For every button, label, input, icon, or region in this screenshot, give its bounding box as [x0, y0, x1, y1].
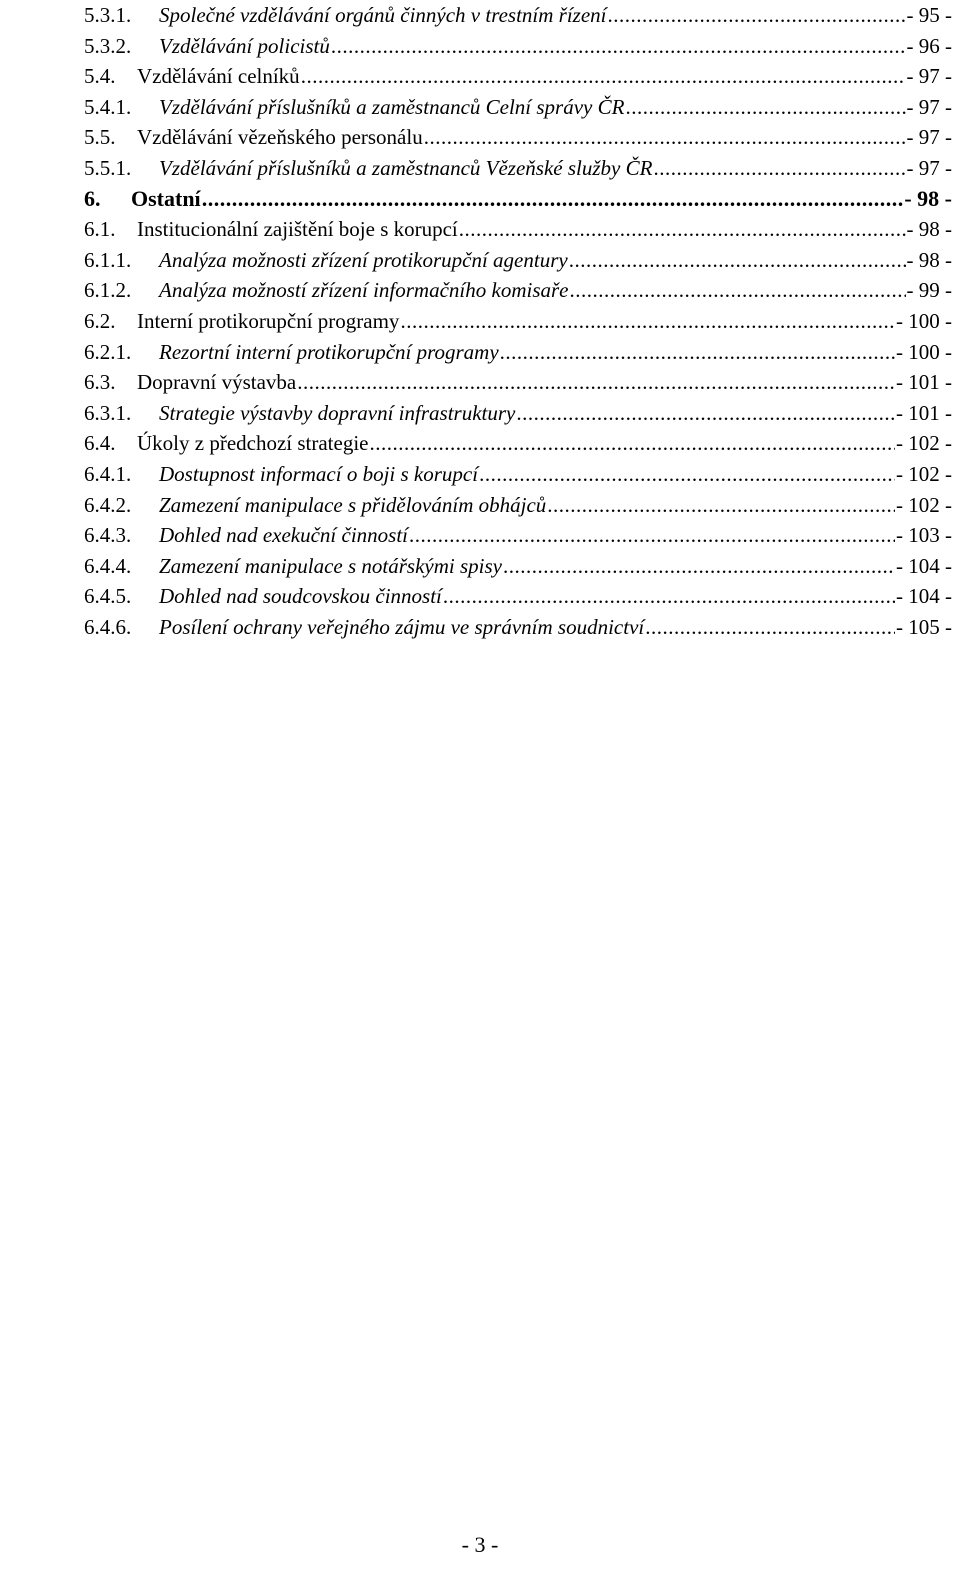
toc-entry-number: 6.: [84, 185, 101, 211]
toc-entry[interactable]: [84, 184, 952, 215]
dot-leader: [645, 612, 895, 643]
toc-entry-number: 5.4.: [84, 64, 116, 89]
toc-entry-number: 5.5.: [84, 125, 116, 150]
toc-entry-title: Vzdělávání policistů: [159, 33, 330, 58]
toc-entry[interactable]: [84, 398, 952, 429]
table-of-contents: [84, 0, 952, 642]
toc-entry-title: Dohled nad exekuční činností: [159, 523, 409, 548]
toc-entry-page: - 99 -: [906, 278, 952, 303]
toc-entry-title: Posílení ochrany veřejného zájmu ve správním soudnictví: [159, 614, 645, 639]
toc-entry-page: - 105 -: [896, 614, 952, 639]
toc-entry-page: - 95 -: [906, 3, 952, 27]
toc-entry-page: - 98 -: [906, 217, 952, 242]
dot-leader: [202, 184, 904, 215]
toc-entry-number: 6.1.1.: [84, 247, 132, 272]
toc-entry-page: - 98 -: [904, 185, 952, 211]
toc-entry[interactable]: [84, 490, 952, 521]
toc-entry-page: - 100 -: [896, 308, 952, 333]
dot-leader: [547, 490, 895, 521]
toc-entry-page: - 97 -: [906, 155, 952, 180]
dot-leader: [503, 551, 895, 582]
toc-entry-number: 6.2.1.: [84, 339, 132, 364]
toc-entry[interactable]: [84, 275, 952, 306]
toc-entry-number: 6.4.4.: [84, 553, 132, 578]
page-number: - 3 -: [461, 1532, 499, 1557]
dot-leader: [570, 275, 906, 306]
toc-entry-title: Analýza možnosti zřízení protikorupční agentury: [159, 247, 568, 272]
toc-entry-page: - 101 -: [896, 400, 952, 425]
toc-entry-page: - 102 -: [896, 431, 952, 456]
toc-entry-page: - 104 -: [896, 553, 952, 578]
dot-leader: [608, 0, 906, 31]
toc-entry-number: 6.4.5.: [84, 584, 132, 609]
toc-entry-number: 6.1.2.: [84, 278, 132, 303]
toc-entry-page: - 96 -: [906, 33, 952, 58]
dot-leader: [443, 581, 895, 612]
toc-entry[interactable]: [84, 551, 952, 582]
toc-entry-page: - 103 -: [896, 523, 952, 548]
toc-entry-title: Dostupnost informací o boji s korupcí: [159, 461, 479, 486]
dot-leader: [297, 367, 895, 398]
toc-entry-title: Ostatní: [131, 185, 201, 211]
toc-entry-page: - 102 -: [896, 492, 952, 517]
toc-entry-page: - 97 -: [906, 125, 952, 150]
toc-entry-title: Strategie výstavby dopravní infrastruktury: [159, 400, 516, 425]
toc-entry[interactable]: [84, 153, 952, 184]
toc-entry-page: - 97 -: [906, 64, 952, 89]
toc-entry-title: Zamezení manipulace s notářskými spisy: [159, 553, 502, 578]
toc-entry[interactable]: [84, 367, 952, 398]
toc-entry-page: - 104 -: [896, 584, 952, 609]
toc-entry-title: Vzdělávání celníků: [137, 64, 300, 89]
toc-entry[interactable]: [84, 122, 952, 153]
toc-entry[interactable]: [84, 245, 952, 276]
toc-entry-title: Vzdělávání příslušníků a zaměstnanců Vězeňské služby ČR: [159, 155, 653, 180]
toc-entry-number: 5.3.1.: [84, 3, 132, 27]
dot-leader: [409, 520, 895, 551]
toc-entry-title: Rezortní interní protikorupční programy: [159, 339, 499, 364]
dot-leader: [331, 31, 906, 62]
toc-entry-number: 5.3.2.: [84, 33, 132, 58]
toc-entry[interactable]: [84, 612, 952, 643]
toc-entry[interactable]: [84, 92, 952, 123]
toc-entry[interactable]: [84, 337, 952, 368]
toc-entry-title: Úkoly z předchozí strategie: [137, 431, 369, 456]
dot-leader: [500, 337, 895, 368]
toc-entry-number: 6.4.1.: [84, 461, 132, 486]
toc-entry-title: Institucionální zajištění boje s korupcí: [137, 217, 458, 242]
toc-entry-number: 6.1.: [84, 217, 116, 242]
dot-leader: [625, 92, 905, 123]
dot-leader: [459, 214, 906, 245]
toc-entry-number: 6.3.1.: [84, 400, 132, 425]
toc-entry-title: Společné vzdělávání orgánů činných v trestním řízení: [159, 3, 607, 27]
toc-entry-title: Zamezení manipulace s přidělováním obhájců: [159, 492, 547, 517]
toc-entry-page: - 102 -: [896, 461, 952, 486]
toc-entry[interactable]: [84, 459, 952, 490]
toc-entry[interactable]: [84, 0, 952, 31]
toc-entry[interactable]: [84, 61, 952, 92]
toc-entry-number: 5.4.1.: [84, 94, 132, 119]
toc-entry-title: Interní protikorupční programy: [137, 308, 400, 333]
toc-entry-page: - 100 -: [896, 339, 952, 364]
toc-entry[interactable]: [84, 31, 952, 62]
dot-leader: [370, 428, 896, 459]
toc-entry[interactable]: [84, 214, 952, 245]
toc-entry-page: - 98 -: [906, 247, 952, 272]
toc-entry-number: 6.2.: [84, 308, 116, 333]
dot-leader: [569, 245, 906, 276]
toc-entry-title: Vzdělávání vězeňského personálu: [137, 125, 423, 150]
toc-entry[interactable]: [84, 520, 952, 551]
toc-entry[interactable]: [84, 306, 952, 337]
toc-entry-title: Analýza možností zřízení informačního komisaře: [159, 278, 569, 303]
toc-entry-number: 6.4.2.: [84, 492, 132, 517]
toc-entry-number: 6.3.: [84, 370, 116, 395]
dot-leader: [301, 61, 906, 92]
toc-entry[interactable]: [84, 428, 952, 459]
dot-leader: [424, 122, 906, 153]
dot-leader: [479, 459, 895, 490]
toc-entry-title: Vzdělávání příslušníků a zaměstnanců Celní správy ČR: [159, 94, 625, 119]
toc-entry-page: - 97 -: [906, 94, 952, 119]
toc-entry-number: 5.5.1.: [84, 155, 132, 180]
dot-leader: [400, 306, 895, 337]
toc-entry-title: Dohled nad soudcovskou činností: [159, 584, 442, 609]
toc-entry-page: - 101 -: [896, 370, 952, 395]
toc-entry-title: Dopravní výstavba: [137, 370, 297, 395]
toc-entry[interactable]: [84, 581, 952, 612]
toc-entry-number: 6.4.3.: [84, 523, 132, 548]
dot-leader: [516, 398, 895, 429]
toc-entry-number: 6.4.: [84, 431, 116, 456]
dot-leader: [653, 153, 905, 184]
toc-entry-number: 6.4.6.: [84, 614, 132, 639]
